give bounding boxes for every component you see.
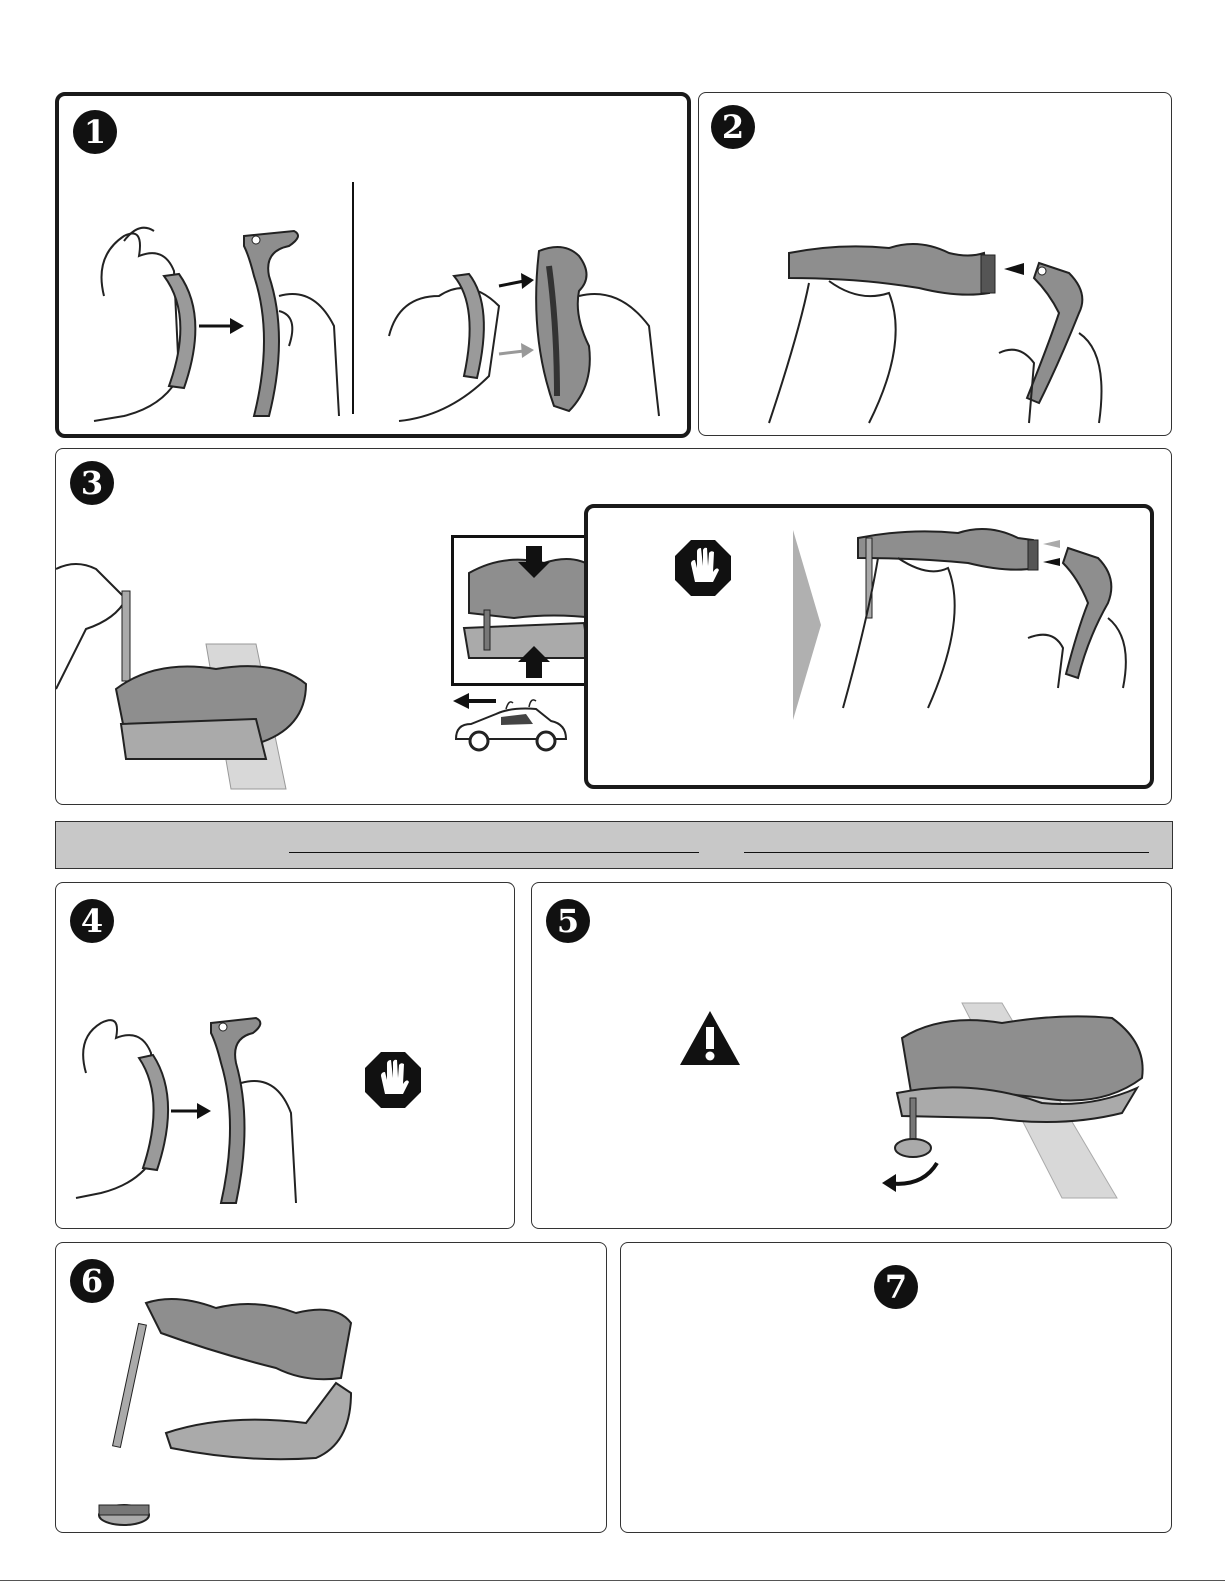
step-1-illustration-left bbox=[84, 216, 344, 426]
step-1-illustration-right bbox=[379, 236, 669, 426]
step-3-detail-box bbox=[451, 535, 602, 686]
step-3-inset-wedge bbox=[793, 530, 823, 720]
blank-line-1 bbox=[289, 852, 699, 853]
step-1-panel bbox=[55, 92, 691, 438]
step-4-number: 4 bbox=[70, 899, 114, 943]
step-2-number: 2 bbox=[711, 105, 755, 149]
warning-triangle-icon bbox=[678, 1009, 742, 1067]
page-bottom-rule bbox=[0, 1580, 1225, 1581]
step-4-panel bbox=[55, 882, 515, 1229]
step-4-illustration bbox=[71, 1003, 301, 1213]
step-3-illustration-left bbox=[56, 559, 336, 799]
stop-hand-icon bbox=[673, 538, 733, 598]
step-5-panel bbox=[531, 882, 1172, 1229]
step-1-divider bbox=[352, 182, 354, 414]
step-3-number: 3 bbox=[70, 461, 114, 505]
step-7-panel bbox=[620, 1242, 1172, 1533]
step-3-inset-illustration bbox=[838, 518, 1138, 718]
step-3-car-diagram bbox=[451, 689, 571, 759]
rotate-arrow-icon bbox=[882, 1174, 896, 1192]
step-6-number: 6 bbox=[70, 1259, 114, 1303]
step-6-panel bbox=[55, 1242, 607, 1533]
step-3-warning-inset bbox=[584, 504, 1154, 789]
stop-hand-icon bbox=[363, 1050, 423, 1110]
step-7-number: 7 bbox=[874, 1265, 918, 1309]
step-2-panel bbox=[698, 92, 1172, 436]
step-6-illustration bbox=[86, 1283, 376, 1528]
step-5-illustration bbox=[882, 998, 1157, 1213]
step-5-number: 5 bbox=[546, 899, 590, 943]
step-2-illustration bbox=[759, 233, 1159, 433]
blank-line-2 bbox=[744, 852, 1149, 853]
blank-info-banner bbox=[55, 821, 1173, 869]
step-3-panel bbox=[55, 448, 1172, 805]
step-1-number: 1 bbox=[73, 110, 117, 154]
arrow-left-icon bbox=[453, 693, 469, 709]
